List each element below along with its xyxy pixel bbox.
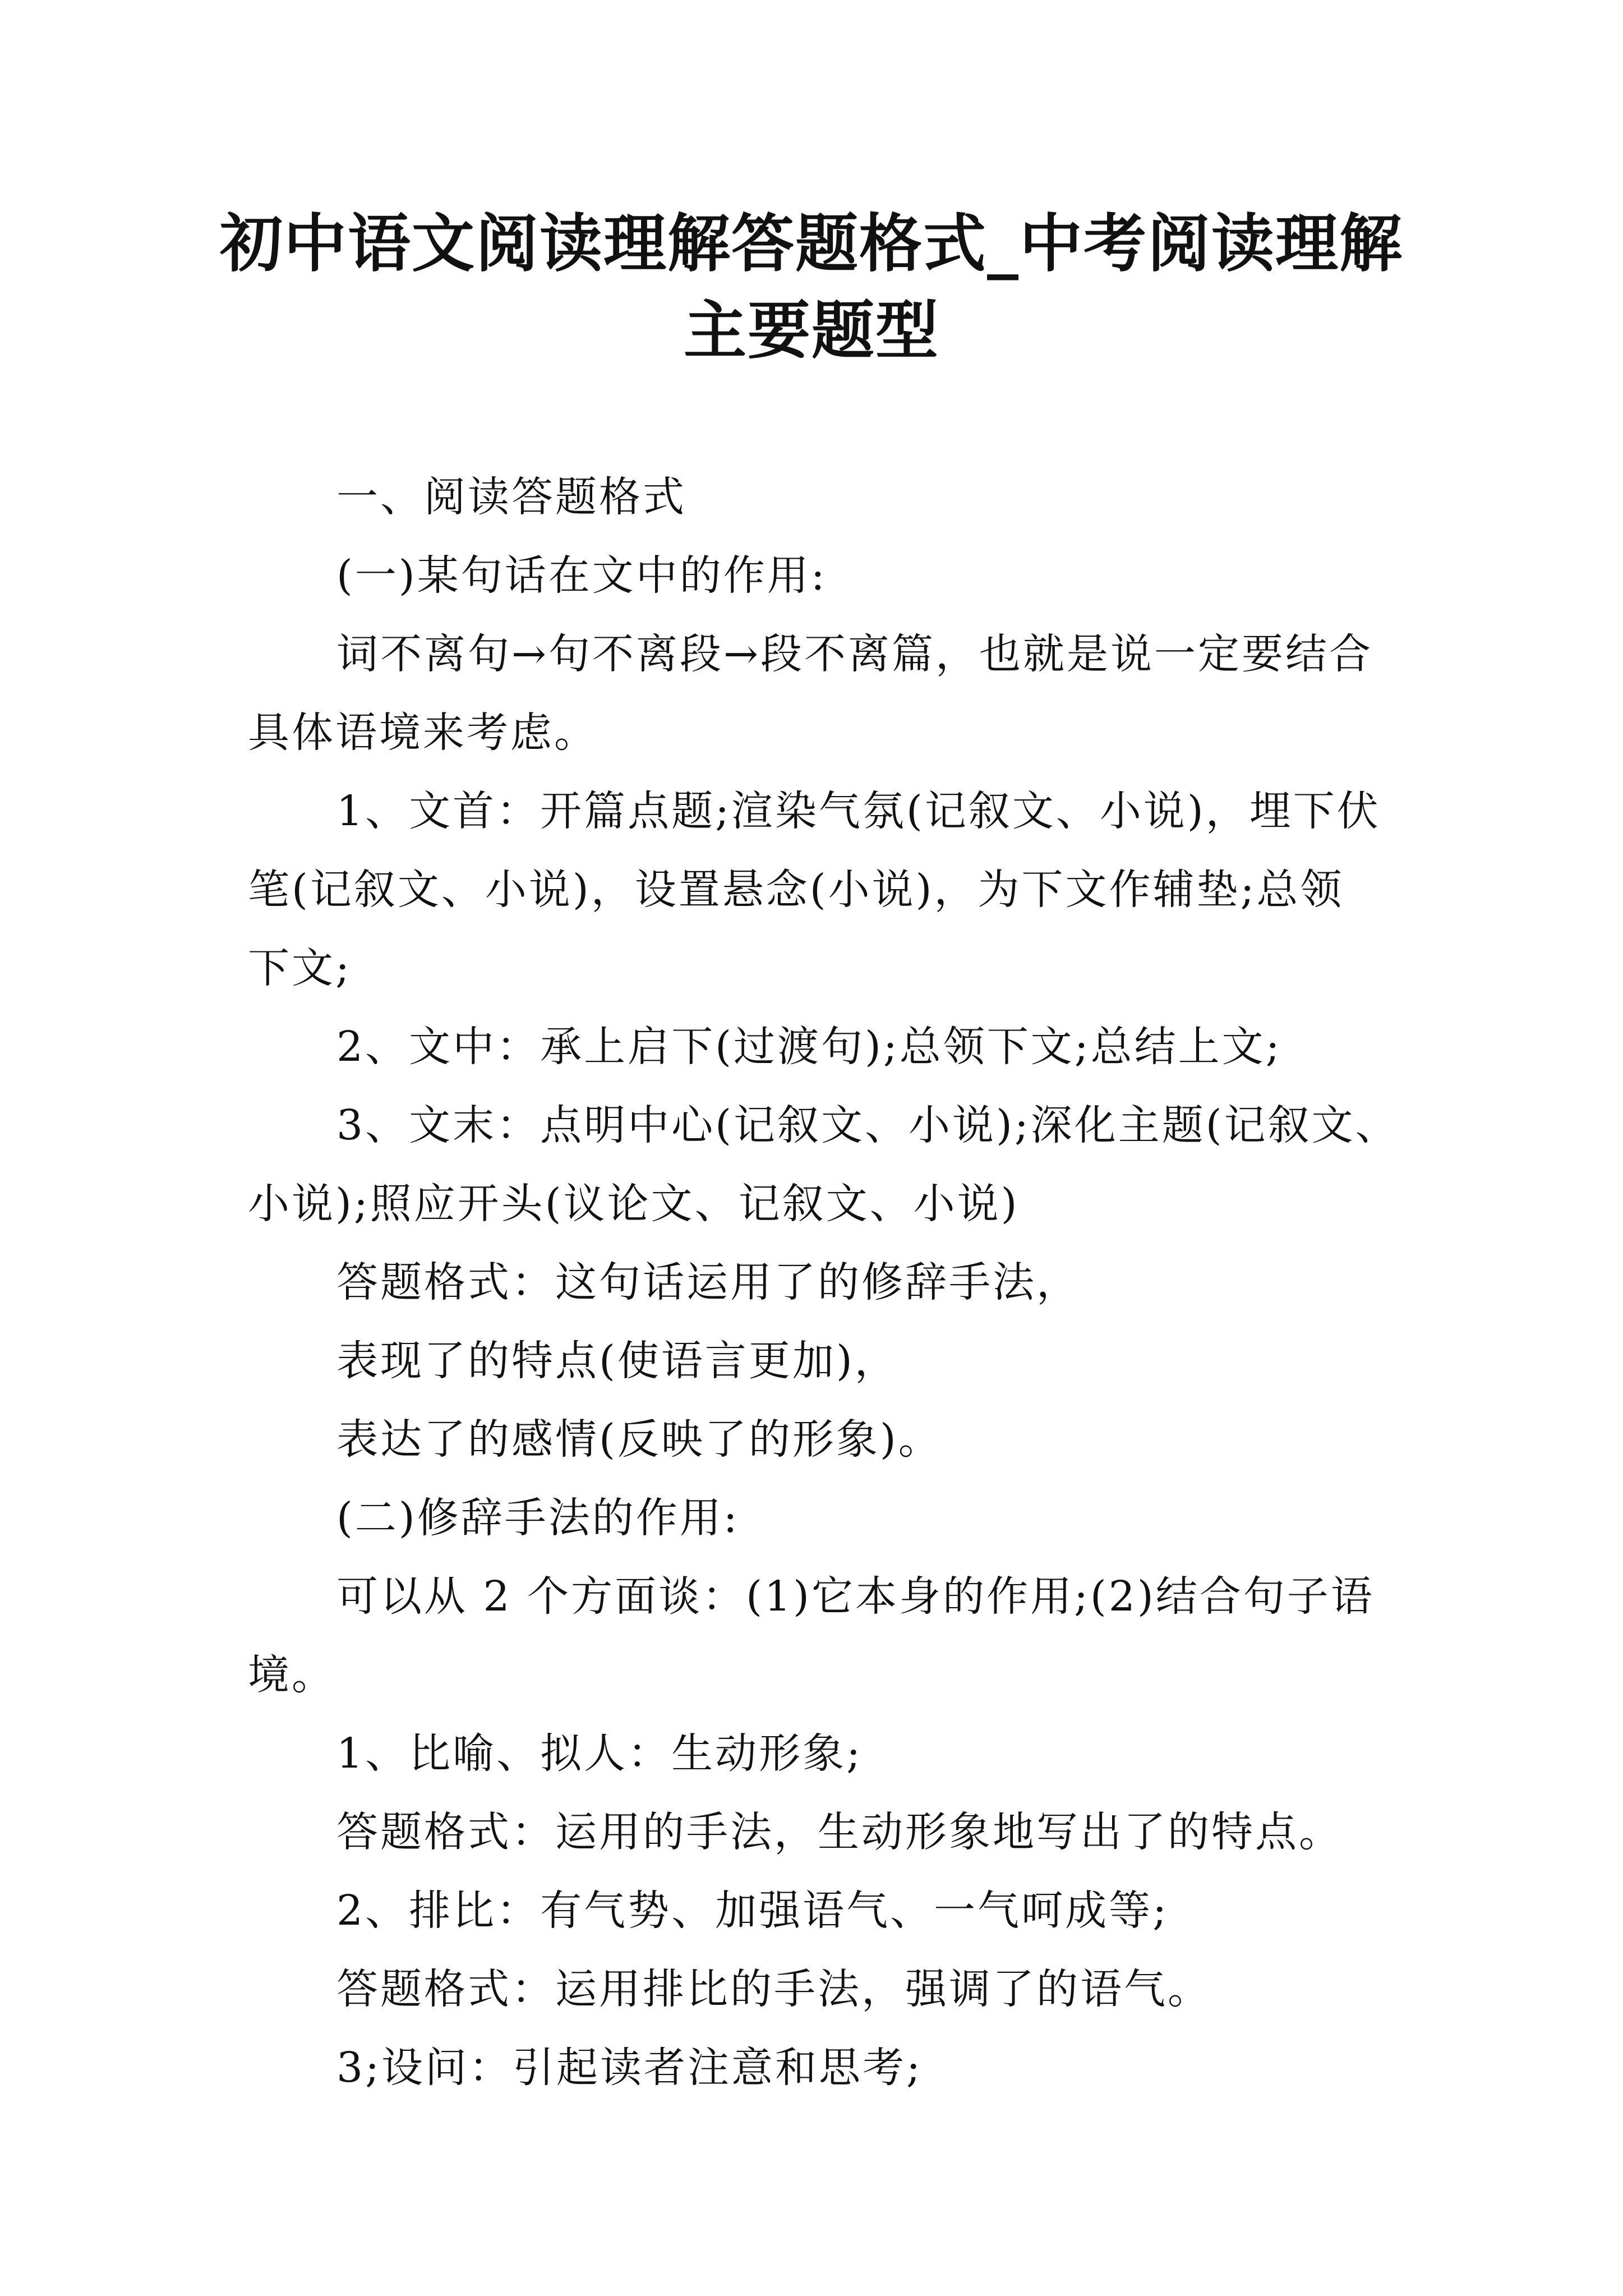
subsection-heading: (二)修辞手法的作用: bbox=[336, 1494, 740, 1542]
paragraph-line: 表达了的感情(反映了的形象)。 bbox=[336, 1415, 942, 1464]
paragraph-line: 表现了的特点(使语言更加)， bbox=[336, 1337, 898, 1385]
page-title: 初中语文阅读理解答题格式_中考阅读理解 bbox=[220, 207, 1403, 280]
paragraph-line: 答题格式：运用的手法，生动形象地写出了的特点。 bbox=[336, 1808, 1343, 1856]
paragraph-line: 1、比喻、拟人：生动形象; bbox=[336, 1729, 863, 1778]
page-title-continued: 主要题型 bbox=[684, 294, 939, 367]
paragraph-line: 小说);照应开头(议论文、记叙文、小说) bbox=[248, 1180, 1020, 1228]
section-heading: 一、阅读答题格式 bbox=[336, 473, 686, 521]
paragraph-line: 答题格式：运用排比的手法，强调了的语气。 bbox=[336, 1965, 1211, 2013]
paragraph-line: 3、文末：点明中心(记叙文、小说);深化主题(记叙文、 bbox=[336, 1101, 1399, 1149]
paragraph-line: 下文; bbox=[248, 944, 352, 992]
paragraph-line: 境。 bbox=[248, 1651, 335, 1699]
paragraph-line: 词不离句→句不离段→段不离篇，也就是说一定要结合 bbox=[336, 630, 1373, 678]
paragraph-line: 可以从 2 个方面谈：(1)它本身的作用;(2)结合句子语 bbox=[336, 1572, 1375, 1621]
paragraph-line: 2、文中：承上启下(过渡句);总领下文;总结上文; bbox=[336, 1023, 1282, 1071]
paragraph-line: 答题格式：这句话运用了的修辞手法， bbox=[336, 1258, 1080, 1306]
subsection-heading: (一)某句话在文中的作用: bbox=[336, 551, 827, 600]
paragraph-line: 具体语境来考虑。 bbox=[248, 708, 598, 757]
paragraph-line: 1、文首：开篇点题;渲染气氛(记叙文、小说)，埋下伏 bbox=[336, 787, 1381, 835]
paragraph-line: 3;设问：引起读者注意和思考; bbox=[336, 2044, 923, 2092]
paragraph-line: 笔(记叙文、小说)，设置悬念(小说)，为下文作辅垫;总领 bbox=[248, 866, 1344, 914]
document-body bbox=[248, 458, 1399, 2107]
paragraph-line: 2、排比：有气势、加强语气、一气呵成等; bbox=[336, 1887, 1169, 1935]
